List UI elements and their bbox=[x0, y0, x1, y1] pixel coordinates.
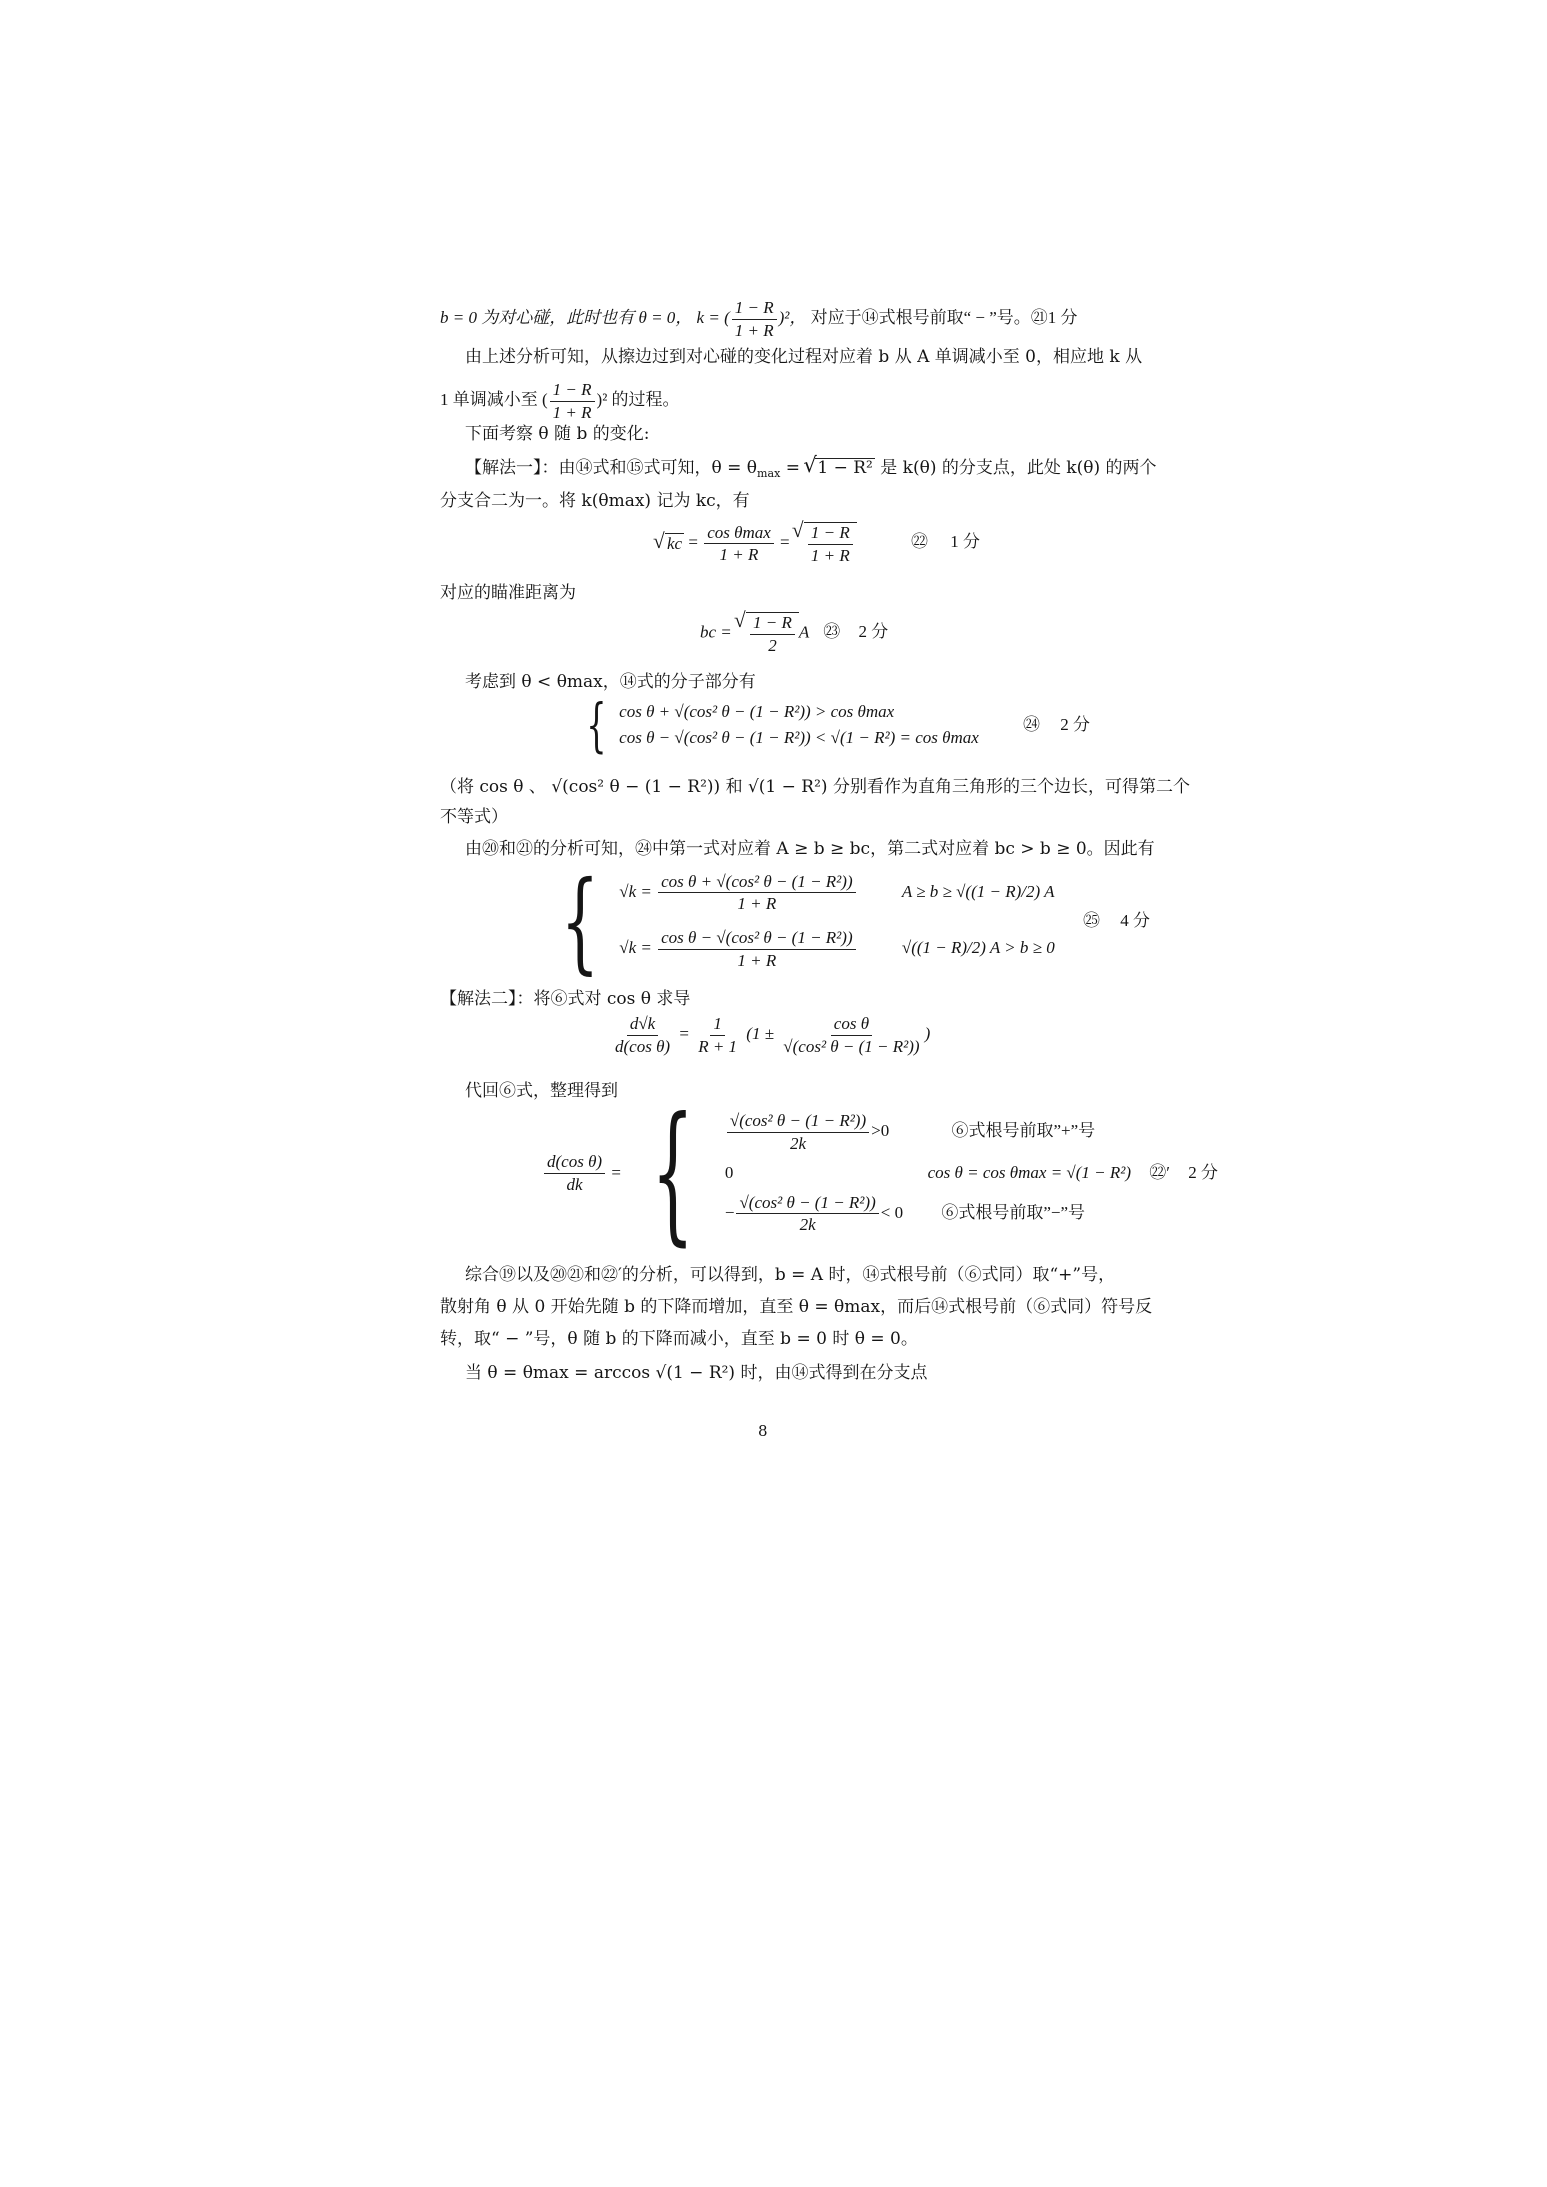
eq24-brace: { bbox=[586, 691, 607, 759]
solution1-line1 bbox=[465, 458, 1157, 481]
deriv-inner-den: √(cos² θ − (1 − R²)) bbox=[783, 1036, 920, 1056]
eq22p-r1-frac bbox=[727, 1111, 869, 1153]
eq22p-score: 2 分 bbox=[1188, 1163, 1218, 1183]
equation-22: √ kc = $\frac{\text{cos θmax}}{1 + R}$ = √ $\frac{1 - R}{1 + R}$ ㉒ 1 分 bbox=[655, 522, 980, 565]
eq24-tag: ㉔ bbox=[1023, 715, 1041, 735]
eq22-rhs-den: 1 + R bbox=[810, 545, 850, 565]
s1-start: 【解法一】：由⑭式和⑮式可知，θ = θ bbox=[465, 457, 758, 478]
solution2-title: 【解法二】：将⑥式对 cos θ 求导 bbox=[440, 989, 691, 1009]
p2-fraction bbox=[550, 380, 595, 422]
eq25-row1-lhs: √k = bbox=[619, 881, 652, 901]
eq24-score: 2 分 bbox=[1060, 715, 1091, 735]
paragraph-analysis-line1: 由上述分析可知，从擦边过到对心碰的变化过程对应着 b 从 A 单调减小至 0，相应地 k 从 bbox=[465, 347, 1143, 367]
consider-text bbox=[465, 673, 756, 693]
eq22p-r1-num: √(cos² θ − (1 − R²)) bbox=[727, 1111, 869, 1133]
from-20-21-text: 由⑳和㉑的分析可知，㉔中第一式对应着 A ≥ b ≥ bc，第二式对应着 bc > b ≥ 0。因此有 bbox=[465, 839, 1155, 859]
eq25-row2-den: 1 + R bbox=[737, 950, 777, 970]
eq22p-lhs bbox=[544, 1152, 605, 1194]
eq22p-r3-frac bbox=[736, 1193, 878, 1235]
eq25-row2-frac bbox=[658, 928, 856, 970]
eq22p-r3-den: 2k bbox=[799, 1215, 816, 1235]
eq22-lhs: kc bbox=[667, 534, 683, 554]
eq22-num: cos θmax bbox=[704, 523, 774, 545]
p2-num: 1 − R bbox=[550, 380, 595, 402]
eq22-lhs-sqrt bbox=[655, 533, 684, 554]
eq22p-lhs-num: d(cos θ) bbox=[544, 1152, 605, 1174]
eq25-row1-cond: A ≥ b ≥ √((1 − R)/2) A bbox=[901, 881, 1055, 901]
consider-start: 考虑到 θ < θmax， bbox=[465, 672, 620, 692]
eq22p-r3-num: √(cos² θ − (1 − R²)) bbox=[736, 1193, 878, 1215]
p1-k-num: 1 − R bbox=[732, 298, 777, 320]
eq22p-row3 bbox=[725, 1193, 1131, 1235]
consider-end: ⑭式的分子部分有 bbox=[619, 672, 756, 692]
paragraph-analysis-line2 bbox=[440, 380, 680, 422]
deriv-inner-right: ) bbox=[924, 1023, 931, 1043]
solution1-line2: 分支合二为一。将 k(θmax) 记为 kc，有 bbox=[440, 491, 750, 511]
p2-line2-start: 1 单调减小至 ( bbox=[440, 389, 548, 409]
s1-sub: max bbox=[757, 467, 781, 481]
eq22-frac bbox=[704, 523, 774, 565]
eq23-num: √ 1 − R bbox=[750, 613, 795, 635]
eq25-row1-den: 1 + R bbox=[737, 894, 777, 914]
substitute-back-text: 代回⑥式，整理得到 bbox=[465, 1081, 618, 1101]
summary-line1: 综合⑲以及⑳㉑和㉒′的分析，可以得到，b = A 时，⑭式根号前（⑥式同）取“+”号， bbox=[465, 1265, 1116, 1285]
p2-line2-end: )² 的过程。 bbox=[596, 389, 680, 409]
eq22p-r1-cond: ⑥式根号前取”+”号 bbox=[951, 1121, 1096, 1141]
eq22p-tag: ㉒′ bbox=[1149, 1163, 1170, 1183]
eq25-row1-frac bbox=[658, 872, 856, 914]
eq24-row1: cos θ + √(cos² θ − (1 − R²)) > cos θmax bbox=[619, 702, 895, 722]
deriv-inner bbox=[780, 1014, 922, 1056]
page-number: 8 bbox=[758, 1422, 768, 1440]
eq23-score: 2 分 bbox=[858, 622, 889, 642]
eq25-brace: { bbox=[560, 857, 600, 985]
deriv-inner-num: cos θ bbox=[831, 1014, 872, 1036]
eq23-tag: ㉓ bbox=[823, 622, 841, 642]
p1-k-fraction bbox=[732, 298, 777, 340]
p1-k-right: )²， bbox=[778, 307, 807, 327]
equation-24 bbox=[578, 691, 1091, 759]
paragraph-theta-vs-b: 下面考察 θ 随 b 的变化: bbox=[465, 424, 650, 444]
eq23-den: 2 bbox=[768, 635, 777, 655]
eq22p-r3-rel: < 0 bbox=[880, 1202, 904, 1222]
eq22p-r3-cond: ⑥式根号前取”−”号 bbox=[941, 1202, 1086, 1222]
eq23-lhs: bc = bbox=[700, 622, 732, 642]
eq23-frac bbox=[750, 613, 795, 655]
paragraph-collision bbox=[440, 298, 1078, 340]
eq22-score: 1 分 bbox=[950, 532, 980, 552]
deriv-lhs bbox=[612, 1014, 673, 1056]
p1-start: b = 0 为对心碰，此时也有 θ = 0， bbox=[440, 307, 693, 327]
s1-sqrt-content: 1 − R² bbox=[817, 458, 873, 478]
p1-k-left: k = ( bbox=[696, 307, 730, 327]
note-line2: 不等式） bbox=[440, 807, 508, 827]
eq22-den: 1 + R bbox=[719, 545, 759, 565]
eq22p-r3-sign: − bbox=[724, 1202, 735, 1222]
eq22-tag: ㉒ bbox=[910, 532, 928, 552]
eq22p-r2-cond: cos θ = cos θmax = √(1 − R²) bbox=[927, 1163, 1132, 1183]
eq25-row2 bbox=[619, 928, 1055, 970]
equation-23 bbox=[700, 612, 888, 655]
last-line: 当 θ = θmax = arccos √(1 − R²) 时，由⑭式得到在分支点 bbox=[465, 1363, 928, 1383]
eq23-var: A bbox=[798, 622, 809, 642]
equation-25 bbox=[545, 857, 1150, 985]
eq22p-r1-rel: >0 bbox=[871, 1121, 890, 1141]
eq22p-lhs-den: dk bbox=[566, 1174, 583, 1194]
summary-line3: 转，取“ − ”号，θ 随 b 的下降而减小，直至 b = 0 时 θ = 0。 bbox=[440, 1329, 918, 1349]
p1-end: 对应于⑭式根号前取“ − ”号。㉑1 分 bbox=[810, 307, 1078, 327]
eq22p-row1 bbox=[725, 1111, 1131, 1153]
eq25-row2-cond: √((1 − R)/2) A > b ≥ 0 bbox=[901, 937, 1055, 957]
deriv-inner-left: (1 ± bbox=[746, 1023, 775, 1043]
deriv-num: d√k bbox=[627, 1014, 658, 1036]
eq25-row2-num: cos θ − √(cos² θ − (1 − R²)) bbox=[658, 928, 856, 950]
eq25-row1-num: cos θ + √(cos² θ − (1 − R²)) bbox=[658, 872, 856, 894]
summary-line2: 散射角 θ 从 0 开始先随 b 的下降而增加，直至 θ = θmax，而后⑭式根号前（⑥式同）符号反 bbox=[440, 1297, 1153, 1317]
eq25-row1 bbox=[619, 872, 1055, 914]
deriv-coef-den: R + 1 bbox=[698, 1036, 738, 1056]
eq25-tag: ㉕ bbox=[1083, 911, 1100, 931]
aim-distance-text: 对应的瞄准距离为 bbox=[440, 583, 576, 603]
s1-sqrt bbox=[805, 458, 874, 479]
eq22-rhs-frac bbox=[808, 523, 853, 565]
eq22p-row2 bbox=[725, 1163, 1131, 1183]
p2-den: 1 + R bbox=[552, 402, 592, 422]
eq25-row2-lhs: √k = bbox=[619, 937, 652, 957]
eq22p-r2-value: 0 bbox=[724, 1163, 734, 1183]
eq25-score: 4 分 bbox=[1120, 911, 1150, 931]
eq23-sqrt bbox=[736, 612, 799, 655]
eq22p-brace: { bbox=[651, 1086, 695, 1260]
derivative-equation: $\frac{d√k}{\text{d(cos θ)}}$ = $\frac{1}{R + 1}$ (1 ± $\frac{\text{cos θ}}{\text{√(cos² θ − (1 − R²))}}$ ) bbox=[610, 1014, 930, 1056]
eq22-rhs-num: √ 1 − R bbox=[808, 523, 853, 545]
p1-k-den: 1 + R bbox=[734, 320, 774, 340]
note-line1: （将 cos θ 、 √(cos² θ − (1 − R²)) 和 √(1 − R²) 分别看作为直角三角形的三个边长，可得第二个 bbox=[440, 777, 1190, 797]
equation-22-prime: $\frac{\text{d(cos θ)}}{dk}$ = { $\frac{\text{√(cos² θ − (1 − R²))}}{2k}$ >0 ⑥式根号前取”+”号 0 cos θ = cos θmax = √(1 − R²) − $\frac{\text{√(cos² θ − (1 − R²))}}{2k}$ < 0 ⑥式根号前取”−”号 ㉒′ 2 分 bbox=[542, 1098, 1218, 1248]
s1-eq: = bbox=[780, 457, 806, 478]
eq22p-r1-den: 2k bbox=[789, 1133, 807, 1153]
eq24-row2: cos θ − √(cos² θ − (1 − R²)) < √(1 − R²) = cos θmax bbox=[619, 728, 979, 747]
deriv-coef bbox=[695, 1014, 740, 1056]
deriv-coef-num: 1 bbox=[710, 1014, 725, 1036]
deriv-den: d(cos θ) bbox=[615, 1036, 671, 1056]
s1-end: 是 k(θ) 的分支点，此处 k(θ) 的两个 bbox=[874, 457, 1157, 478]
eq22-rhs-sqrt bbox=[794, 522, 857, 565]
